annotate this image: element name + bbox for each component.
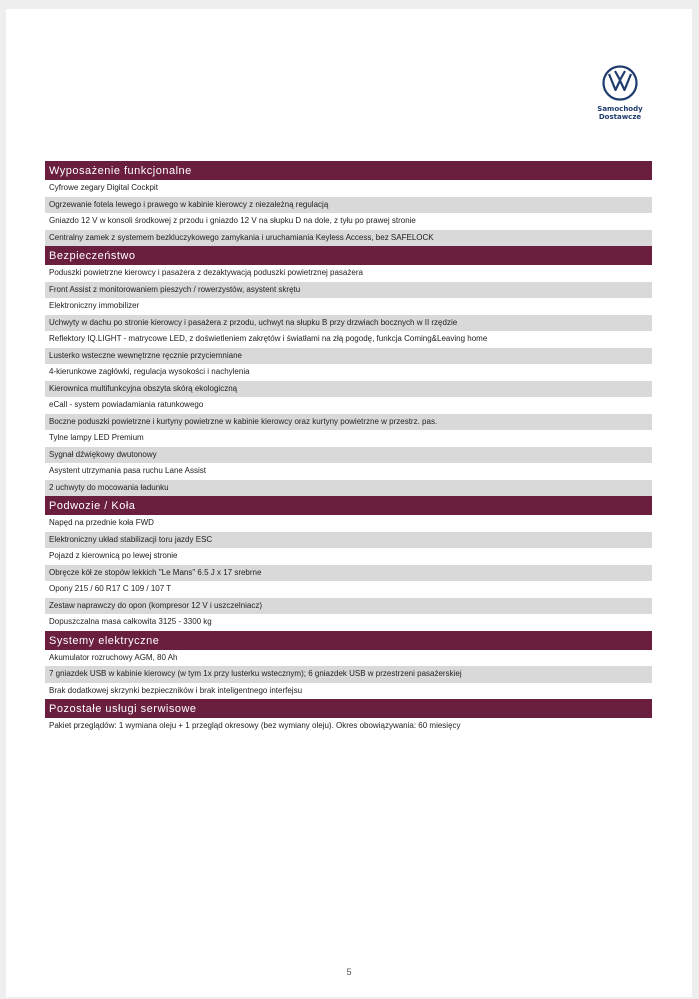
equipment-item: Tylne lampy LED Premium <box>49 433 144 442</box>
equipment-item: Obręcze kół ze stopów lekkich "Le Mans" 6.5 J x 17 srebrne <box>45 565 652 582</box>
equipment-item: Uchwyty w dachu po stronie kierowcy i pasażera z przodu, uchwyt na słupku B przy drzwiach bocznych w II rzędzie <box>45 315 652 332</box>
equipment-item: Kierownica multifunkcyjna obszyta skórą ekologiczną <box>45 381 652 398</box>
document-page <box>6 9 692 997</box>
section-header: Systemy elektryczne <box>45 631 652 650</box>
equipment-item: Brak dodatkowej skrzynki bezpieczników i brak inteligentnego interfejsu <box>49 685 303 695</box>
equipment-item: Poduszki powietrzne kierowcy i pasażera z dezaktywacją poduszki powietrznej pasażera <box>49 268 363 277</box>
equipment-item: eCall - system powiadamiania ratunkowego <box>49 400 204 409</box>
equipment-item: Dopuszczalna masa całkowita 3125 - 3300 kg <box>49 617 212 626</box>
equipment-item: Reflektory IQ.LIGHT - matrycowe LED, z doświetleniem zakrętów i światłami na złą pogodę, funkcja Coming&Leaving home <box>49 334 488 343</box>
section-header: Podwozie / Koła <box>45 496 652 515</box>
equipment-item: 7 gniazdek USB w kabinie kierowcy (w tym 1x przy lusterku wstecznym); 6 gniazdek USB w przestrzeni pasażerskiej <box>45 666 652 683</box>
equipment-item: 4-kierunkowe zagłówki, regulacja wysokości i nachylenia <box>49 367 250 376</box>
equipment-item: Opony 215 / 60 R17 C 109 / 107 T <box>49 584 172 593</box>
equipment-item: Elektroniczny układ stabilizacji toru jazdy ESC <box>45 532 652 549</box>
equipment-item: Front Assist z monitorowaniem pieszych / rowerzystów, asystent skrętu <box>45 282 652 299</box>
equipment-item: Napęd na przednie koła FWD <box>49 518 154 527</box>
equipment-item: Akumulator rozruchowy AGM, 80 Ah <box>49 652 178 662</box>
vw-emblem-icon <box>602 65 638 101</box>
equipment-item: Elektroniczny immobilizer <box>49 301 140 310</box>
equipment-list <box>45 161 652 735</box>
vw-logo <box>591 65 649 121</box>
logo-brand-line2: Dostawcze <box>598 113 642 121</box>
equipment-item: Asystent utrzymania pasa ruchu Lane Assist <box>49 466 206 475</box>
equipment-item: Centralny zamek z systemem bezkluczykowego zamykania i uruchamiania Keyless Access, bez SAFELOCK <box>45 230 652 247</box>
equipment-item: Lusterko wsteczne wewnętrzne ręcznie przyciemniane <box>45 348 652 365</box>
section-header: Wyposażenie funkcjonalne <box>45 161 652 180</box>
equipment-item: Cyfrowe zegary Digital Cockpit <box>49 183 158 192</box>
logo-brand-line1: Samochody <box>597 105 643 113</box>
equipment-item: Gniazdo 12 V w konsoli środkowej z przodu i gniazdo 12 V na słupku D na dole, z tyłu po prawej stronie <box>49 216 416 225</box>
section-header: Pozostałe usługi serwisowe <box>45 699 652 718</box>
section-header: Bezpieczeństwo <box>45 246 652 265</box>
equipment-item: Sygnał dźwiękowy dwutonowy <box>45 447 652 464</box>
equipment-item: Pojazd z kierownicą po lewej stronie <box>49 551 178 560</box>
equipment-item: 2 uchwyty do mocowania ładunku <box>45 480 652 497</box>
equipment-item: Zestaw naprawczy do opon (kompresor 12 V i uszczelniacz) <box>45 598 652 615</box>
page-number: 5 <box>346 967 352 977</box>
equipment-item: Boczne poduszki powietrzne i kurtyny powietrzne w kabinie kierowcy oraz kurtyny powietrzne w przestrz. pas. <box>45 414 652 431</box>
equipment-item: Pakiet przeglądów: 1 wymiana oleju + 1 przegląd okresowy (bez wymiany oleju). Okres obowiązywania: 60 miesięcy <box>49 721 461 730</box>
equipment-item: Ogrzewanie fotela lewego i prawego w kabinie kierowcy z niezależną regulacją <box>45 197 652 214</box>
